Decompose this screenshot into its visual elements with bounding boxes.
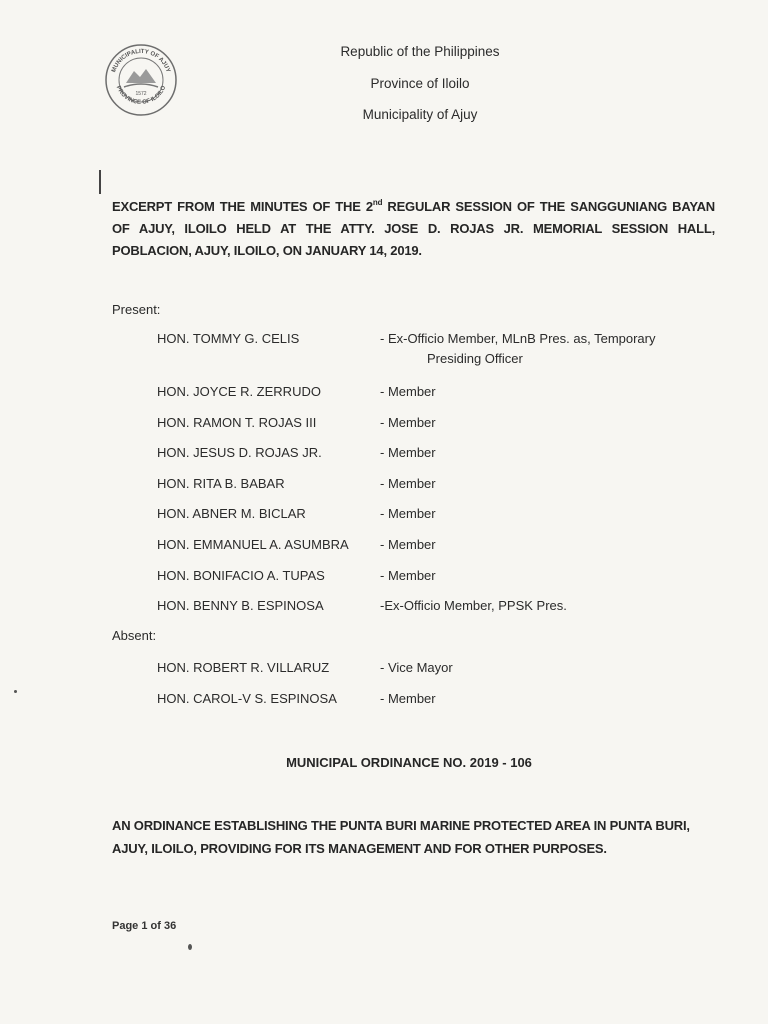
member-row <box>0 415 768 437</box>
scan-speck <box>188 944 192 950</box>
present-label: Present: <box>112 302 161 317</box>
member-role: - Member <box>380 384 436 399</box>
member-role: - Vice Mayor <box>380 660 453 675</box>
header-republic: Republic of the Philippines <box>340 44 500 59</box>
member-name: HON. CAROL-V S. ESPINOSA <box>157 691 337 706</box>
header-province: Province of Iloilo <box>370 76 470 91</box>
absent-label: Absent: <box>112 628 157 643</box>
member-row <box>0 660 768 682</box>
member-name: HON. ABNER M. BICLAR <box>157 506 306 521</box>
svg-text:1572: 1572 <box>135 91 147 97</box>
member-role: - Member <box>380 691 436 706</box>
scan-speck <box>14 690 17 693</box>
member-role: -Ex-Officio Member, PPSK Pres. <box>380 598 567 613</box>
page-number: Page 1 of 36 <box>112 920 177 932</box>
member-name: HON. EMMANUEL A. ASUMBRA <box>157 537 349 552</box>
member-name: HON. RAMON T. ROJAS III <box>157 415 317 430</box>
municipal-seal-icon <box>104 43 178 117</box>
member-role: - Member <box>380 506 436 521</box>
member-name: HON. RITA B. BABAR <box>157 476 285 491</box>
member-name: HON. TOMMY G. CELIS <box>157 331 300 346</box>
member-row <box>0 506 768 528</box>
margin-mark <box>99 170 101 194</box>
member-row <box>0 384 768 406</box>
member-role-continued: Presiding Officer <box>427 351 523 366</box>
member-name: HON. ROBERT R. VILLARUZ <box>157 660 330 675</box>
member-role: - Member <box>380 537 436 552</box>
excerpt-heading: EXCERPT FROM THE MINUTES OF THE 2nd REGULAR SESSION OF THE SANGGUNIANG BAYAN OF AJUY, ILOILO HELD AT THE ATTY. JOSE D. ROJAS JR. MEMORIAL SESSION HALL, POBLACION, AJUY, ILOILO, ON JANUARY 14, 2019. <box>112 198 715 258</box>
member-row <box>0 568 768 590</box>
member-row <box>0 331 768 366</box>
svg-text:PROVINCE OF ILOILO: PROVINCE OF ILOILO <box>114 85 168 106</box>
member-row <box>0 598 768 620</box>
member-row <box>0 445 768 467</box>
member-row <box>0 537 768 559</box>
member-name: HON. BONIFACIO A. TUPAS <box>157 568 325 583</box>
member-name: HON. JOYCE R. ZERRUDO <box>157 384 321 399</box>
member-role: - Member <box>380 476 436 491</box>
member-role: - Member <box>380 445 436 460</box>
svg-text:MUNICIPALITY OF AJUY: MUNICIPALITY OF AJUY <box>111 48 171 74</box>
member-role: - Member <box>380 415 436 430</box>
member-role: - Ex-Officio Member, MLnB Pres. as, Temporary <box>380 331 656 346</box>
member-name: HON. JESUS D. ROJAS JR. <box>157 445 322 460</box>
header-municipality: Municipality of Ajuy <box>362 107 478 122</box>
member-role: - Member <box>380 568 436 583</box>
member-row <box>0 476 768 498</box>
ordinance-number: MUNICIPAL ORDINANCE NO. 2019 - 106 <box>286 755 532 770</box>
member-row <box>0 691 768 713</box>
ordinance-title: AN ORDINANCE ESTABLISHING THE PUNTA BURI MARINE PROTECTED AREA IN PUNTA BURI, AJUY, ILOILO, PROVIDING FOR ITS MANAGEMENT AND FOR OTHER PURPOSES. <box>112 818 690 856</box>
member-name: HON. BENNY B. ESPINOSA <box>157 598 324 613</box>
